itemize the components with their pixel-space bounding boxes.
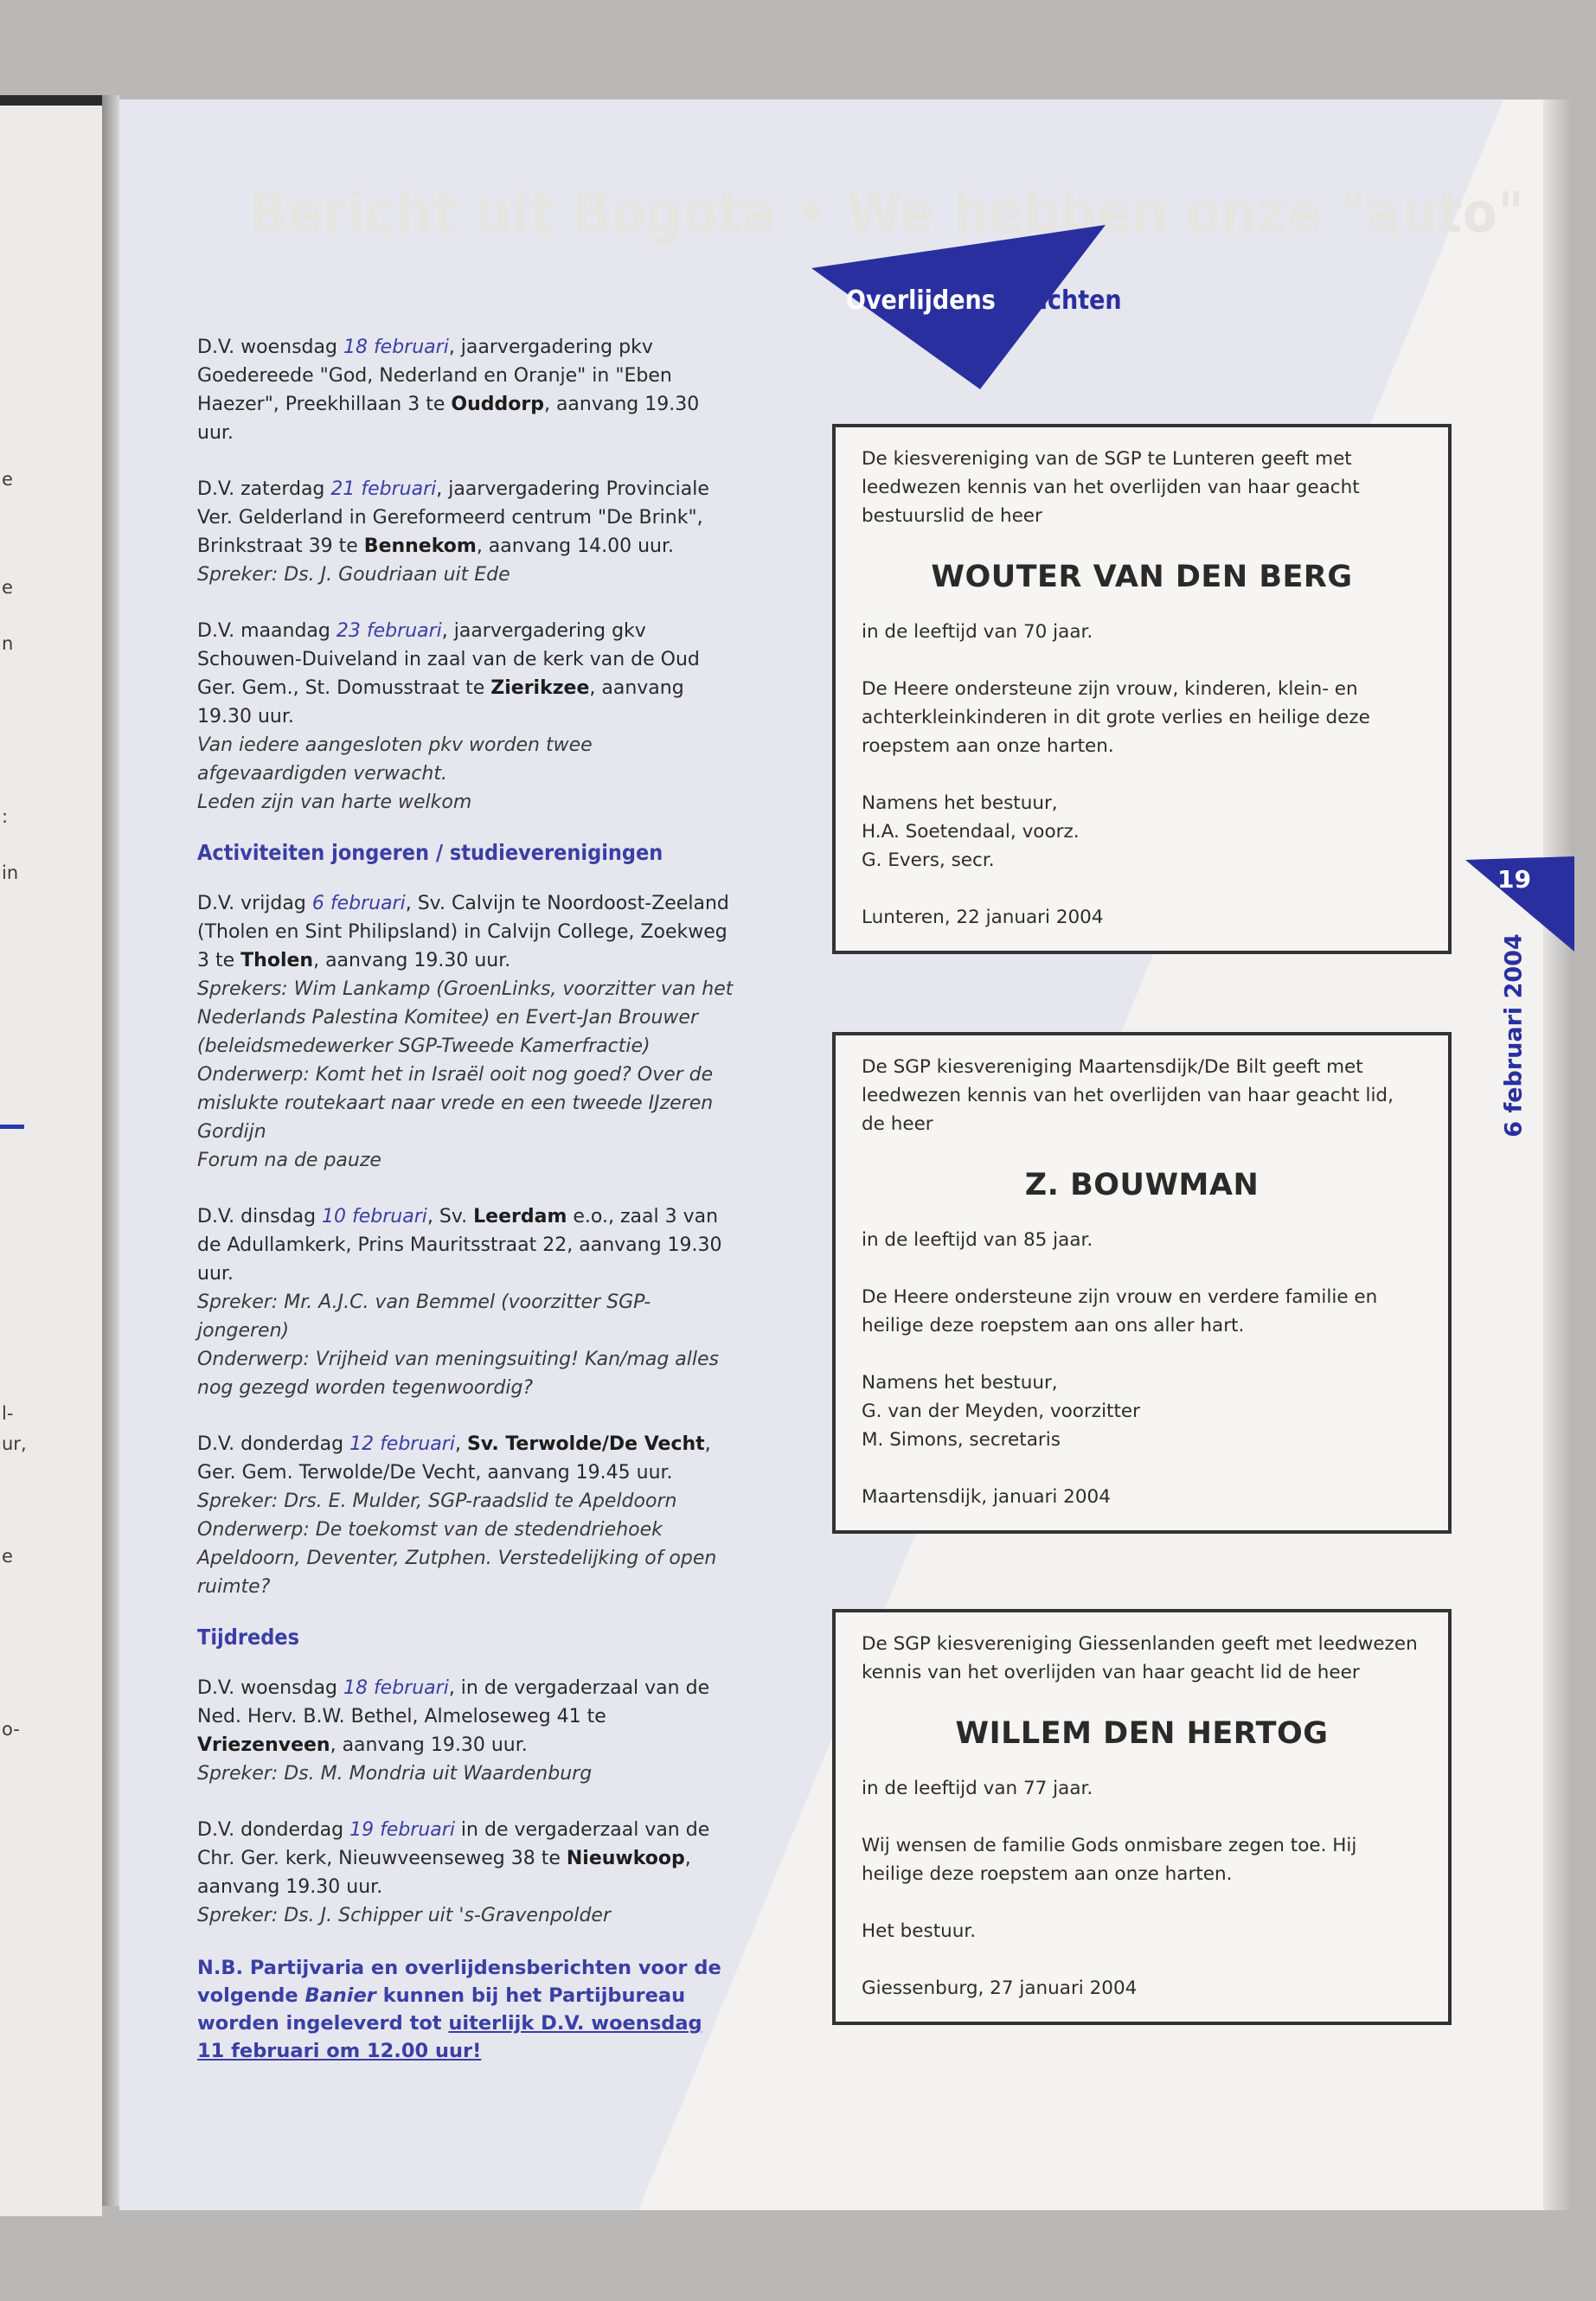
event-date: 18 februari (343, 336, 449, 358)
event-note: Spreker: Ds. M. Mondria uit Waardenburg (197, 1763, 593, 1785)
notice-signature: Namens het bestuur, H.A. Soetendaal, voorz. G. Evers, secr. (862, 792, 1080, 871)
left-page-fragment: n (2, 633, 14, 654)
notice-message: De Heere ondersteune zijn vrouw en verdere familie en heilige deze roepstem aan ons aller hart. (862, 1286, 1378, 1336)
page-gutter (102, 95, 119, 2206)
event-note: Forum na de pauze (197, 1150, 381, 1171)
event-place: Sv. Terwolde/De Vecht (466, 1433, 705, 1455)
nb-banier: Banier (304, 1984, 376, 2007)
page-number: 19 (1497, 865, 1531, 894)
event-place: Leerdam (473, 1206, 567, 1227)
page-edge-shadow (1543, 99, 1574, 2210)
event-note: Spreker: Drs. E. Mulder, SGP-raadslid te Apeldoorn (197, 1490, 677, 1512)
event-place: Zierikzee (490, 677, 590, 699)
event-item: D.V. zaterdag 21 februari, jaarvergadering Provinciale Ver. Gelderland in Gereformeerd centrum "De Brink", Brinkstraat 39 te Bennekom, aanvang 14.00 uur. Spreker: Ds. J. Goudriaan uit Ede (197, 478, 709, 586)
notice-place-date: Lunteren, 22 januari 2004 (862, 907, 1104, 928)
event-place: Tholen (240, 950, 314, 971)
section-title: Overlijdensberichten (846, 285, 1122, 316)
magazine-page (119, 99, 1574, 2210)
event-date: 6 februari (311, 893, 406, 914)
event-note: Van iedere aangesloten pkv worden twee afgevaardigden verwacht. (197, 734, 593, 785)
notice-place-date: Maartensdijk, januari 2004 (862, 1486, 1111, 1508)
event-note: Spreker: Mr. A.J.C. van Bemmel (voorzitter SGP-jongeren) (197, 1292, 651, 1342)
left-page-fragment: e (2, 577, 13, 598)
event-note: Onderwerp: Vrijheid van meningsuiting! Kan/mag alles nog gezegd worden tegenwoordig? (197, 1349, 720, 1399)
left-page-fragment: e (2, 469, 13, 490)
section-heading-youth: Activiteiten jongeren / studieverenigingen (197, 840, 663, 865)
notice-signature: Het bestuur. (862, 1920, 977, 1942)
notice-intro: De kiesvereniging van de SGP te Lunteren geeft met leedwezen kennis van het overlijden van haar geacht bestuurslid de heer (862, 448, 1360, 527)
deceased-name: Z. BOUWMAN (1024, 1168, 1259, 1202)
section-heading-tijdredes: Tijdredes (197, 1625, 299, 1650)
notice-signature: Namens het bestuur, G. van der Meyden, voorzitter M. Simons, secretaris (862, 1372, 1140, 1451)
left-page-fragment: in (2, 862, 19, 883)
event-date: 18 februari (343, 1677, 449, 1699)
event-place: Vriezenveen (197, 1734, 330, 1756)
death-notice (832, 1609, 1452, 2025)
event-date: 21 februari (330, 478, 437, 500)
deceased-name: WOUTER VAN DEN BERG (931, 560, 1353, 594)
nb-deadline: uiterlijk D.V. woensdag 11 februari om 12.00 uur! (197, 2012, 702, 2062)
notice-intro: De SGP kiesvereniging Maartensdijk/De Bilt geeft met leedwezen kennis van het overlijden van haar geacht lid, de heer (862, 1056, 1394, 1135)
event-date: 23 februari (336, 620, 442, 642)
event-note: Spreker: Ds. J. Schipper uit 's-Gravenpolder (197, 1905, 611, 1926)
left-page-fragment: ur, (2, 1433, 27, 1454)
event-place: Nieuwkoop (566, 1848, 685, 1869)
event-note: Onderwerp: De toekomst van de stedendriehoek Apeldoorn, Deventer, Zutphen. Verstedelijking of open ruimte? (197, 1519, 717, 1598)
notice-message: De Heere ondersteune zijn vrouw, kinderen, klein- en achterkleinkinderen in dit grote verlies en heilige deze roepstem aan onze harten. (862, 678, 1370, 757)
event-item: D.V. woensdag 18 februari, jaarvergadering pkv Goedereede "God, Nederland en Oranje" in "Eben Haezer", Preekhillaan 3 te Ouddorp, aanvang 19.30 uur. (197, 336, 700, 444)
deceased-name: WILLEM DEN HERTOG (955, 1716, 1329, 1751)
event-place: Bennekom (363, 535, 477, 557)
death-notice (832, 1032, 1452, 1534)
event-item: D.V. dinsdag 10 februari, Sv. Leerdam e.o., zaal 3 van de Adullamkerk, Prins Mauritsstraat 22, aanvang 19.30 uur. Spreker: Mr. A.J.C. van Bemmel (voorzitter SGP-jongeren) Onderwerp: Vrijheid van meningsuiting! Kan/mag alles nog gezegd worden tegenwoordig? (197, 1206, 722, 1399)
notice-message: Wij wensen de familie Gods onmisbare zegen toe. Hij heilige deze roepstem aan onze harten. (862, 1835, 1357, 1885)
notice-age: in de leeftijd van 70 jaar. (862, 621, 1093, 643)
event-note: Onderwerp: Komt het in Israël ooit nog goed? Over de mislukte routekaart naar vrede en een tweede IJzeren Gordijn (197, 1064, 714, 1143)
notice-age: in de leeftijd van 85 jaar. (862, 1229, 1093, 1251)
notice-intro: De SGP kiesvereniging Giessenlanden geeft met leedwezen kennis van het overlijden van haar geacht lid de heer (862, 1633, 1418, 1683)
left-page-fragment: e (2, 1546, 13, 1567)
nb-notice: N.B. Partijvaria en overlijdensberichten voor de volgende Banier kunnen bij het Partijbureau worden ingeleverd tot uiterlijk D.V. woensdag 11 februari om 12.00 uur! (197, 1957, 721, 2062)
ghost-header-text: Bericht uit Bogota • We hebben onze "auto" (249, 182, 1525, 246)
left-page-blue-bar (0, 1125, 24, 1129)
event-note: Sprekers: Wim Lankamp (GroenLinks, voorzitter van het Nederlands Palestina Komitee) en Evert-Jan Brouwer (beleidsmedewerker SGP-Tweede Kamerfractie) (197, 978, 734, 1057)
event-item: D.V. donderdag 19 februari in de vergaderzaal van de Chr. Ger. kerk, Nieuwveenseweg 38 te Nieuwkoop, aanvang 19.30 uur. Spreker: Ds. J. Schipper uit 's-Gravenpolder (197, 1819, 710, 1926)
left-page-fragment: l- (2, 1403, 14, 1424)
event-date: 19 februari (349, 1819, 455, 1841)
events-column (197, 333, 734, 2065)
left-page-fragment: : (2, 806, 9, 827)
event-item: D.V. donderdag 12 februari, Sv. Terwolde/De Vecht, Ger. Gem. Terwolde/De Vecht, aanvang 19.45 uur. Spreker: Drs. E. Mulder, SGP-raadslid te Apeldoorn Onderwerp: De toekomst van de stedendriehoek Apeldoorn, Deventer, Zutphen. Verstedelijking of open ruimte? (197, 1433, 717, 1598)
event-date: 10 februari (322, 1206, 427, 1227)
event-note: Leden zijn van harte welkom (197, 792, 472, 813)
event-date: 12 februari (349, 1433, 455, 1455)
notice-place-date: Giessenburg, 27 januari 2004 (862, 1977, 1138, 1999)
event-item: D.V. maandag 23 februari, jaarvergadering gkv Schouwen-Duiveland in zaal van de kerk van de Oud Ger. Gem., St. Domusstraat te Zierikzee, aanvang 19.30 uur. Van iedere aangesloten pkv worden twee afgevaardigden verwacht. Leden zijn van harte welkom (197, 620, 700, 813)
left-page-fragment: o- (2, 1719, 20, 1740)
death-notice (832, 424, 1452, 954)
left-page-edge (0, 95, 102, 2216)
issue-date: 6 februari 2004 (1500, 933, 1528, 1138)
notice-age: in de leeftijd van 77 jaar. (862, 1778, 1093, 1799)
event-note: Spreker: Ds. J. Goudriaan uit Ede (197, 564, 510, 586)
event-place: Ouddorp (451, 394, 544, 415)
event-item: D.V. woensdag 18 februari, in de vergaderzaal van de Ned. Herv. B.W. Bethel, Almeloseweg 41 te Vriezenveen, aanvang 19.30 uur. Spreker: Ds. M. Mondria uit Waardenburg (197, 1677, 710, 1785)
event-item: D.V. vrijdag 6 februari, Sv. Calvijn te Noordoost-Zeeland (Tholen en Sint Philipsland) in Calvijn College, Zoekweg 3 te Tholen, aanvang 19.30 uur. Sprekers: Wim Lankamp (GroenLinks, voorzitter van het Nederlands Palestina Komitee) en Evert-Jan Brouwer (beleidsmedewerker SGP-Tweede Kamerfractie) Onderwerp: Komt het in Israël ooit nog goed? Over de mislukte routekaart naar vrede en een tweede IJzeren Gordijn Forum na de pauze (197, 893, 734, 1171)
